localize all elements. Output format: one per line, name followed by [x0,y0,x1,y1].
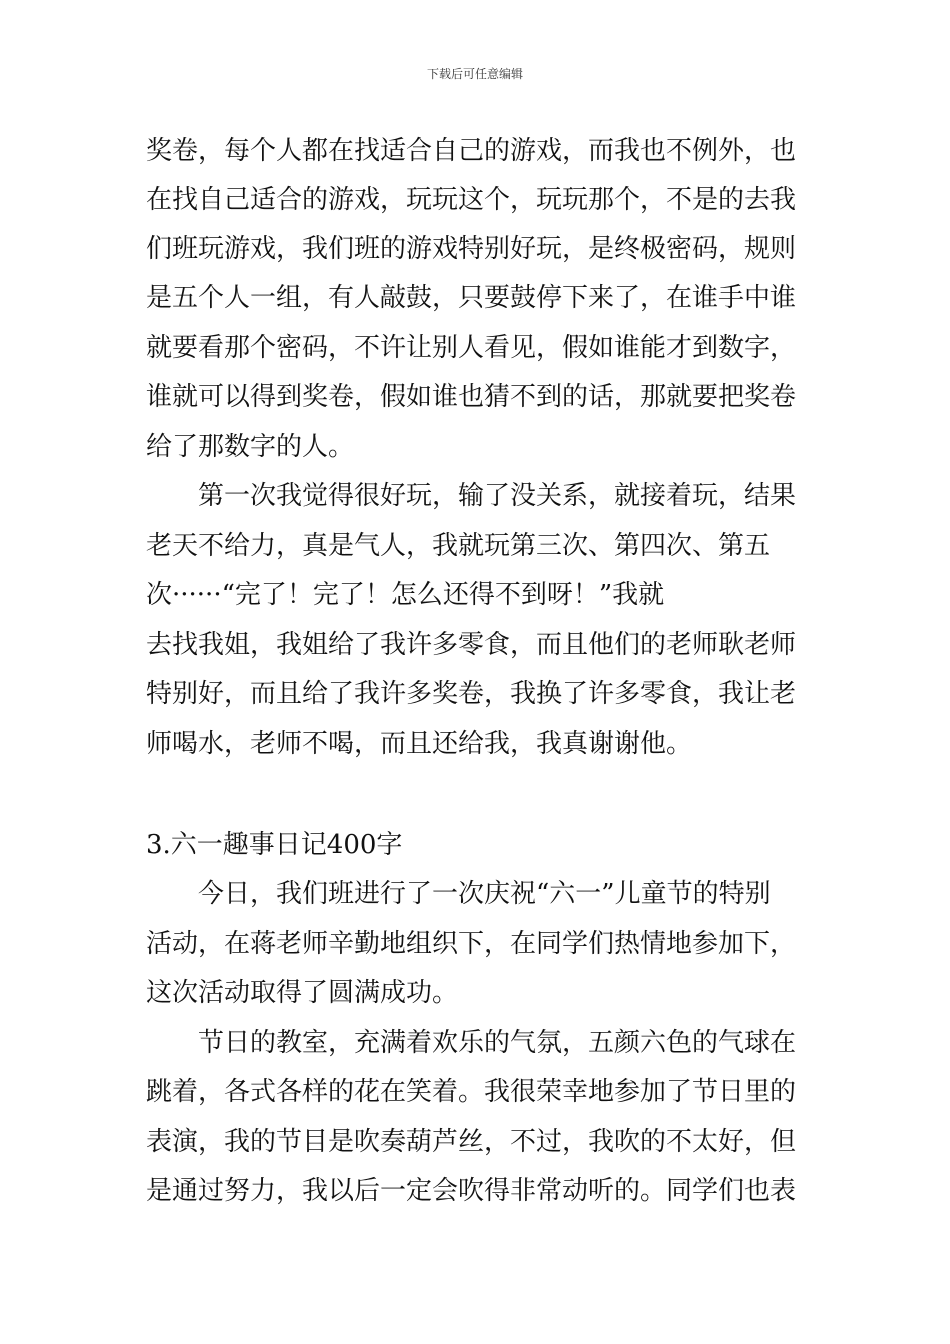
paragraph-line: 今日，我们班进行了一次庆祝“六一”儿童节的特别 [146,879,771,909]
paragraph-line: 就要看那个密码，不许让别人看见，假如谁能才到数字， [146,333,797,363]
paragraph-line: 活动，在蒋老师辛勤地组织下，在同学们热情地参加下， [146,929,797,959]
paragraph-line: 在找自己适合的游戏，玩玩这个，玩玩那个，不是的去我 [146,185,797,215]
paragraph-line: 去找我姐，我姐给了我许多零食，而且他们的老师耿老师 [146,630,797,660]
paragraph-line: 特别好，而且给了我许多奖卷，我换了许多零食，我让老 [146,679,797,709]
paragraph-line: 师喝水，老师不喝，而且还给我，我真谢谢他。 [146,729,693,759]
paragraph-line: 奖卷，每个人都在找适合自己的游戏，而我也不例外，也 [146,136,797,166]
paragraph-line: 第一次我觉得很好玩，输了没关系，就接着玩，结果 [146,481,797,511]
section-heading: 3.六一趣事日记400字 [146,830,403,860]
paragraph-line: 是五个人一组，有人敲鼓，只要鼓停下来了，在谁手中谁 [146,283,797,313]
paragraph-line: 给了那数字的人。 [146,432,355,462]
paragraph-line: 谁就可以得到奖卷，假如谁也猜不到的话，那就要把奖卷 [146,382,797,412]
paragraph-line: 这次活动取得了圆满成功。 [146,978,459,1008]
paragraph-line: 节日的教室，充满着欢乐的气氛，五颜六色的气球在 [146,1028,797,1058]
paragraph-line: 次······“完了！完了！怎么还得不到呀！”我就 [146,580,665,610]
page-header: 下载后可任意编辑 [426,67,523,81]
paragraph-line: 表演，我的节目是吹奏葫芦丝，不过，我吹的不太好，但 [146,1127,797,1157]
paragraph-line: 跳着，各式各样的花在笑着。我很荣幸地参加了节日里的 [146,1077,797,1107]
paragraph-line: 们班玩游戏，我们班的游戏特别好玩，是终极密码，规则 [146,234,797,264]
paragraph-line: 老天不给力，真是气人，我就玩第三次、第四次、第五 [146,531,771,561]
paragraph-line: 是通过努力，我以后一定会吹得非常动听的。同学们也表 [146,1176,797,1206]
